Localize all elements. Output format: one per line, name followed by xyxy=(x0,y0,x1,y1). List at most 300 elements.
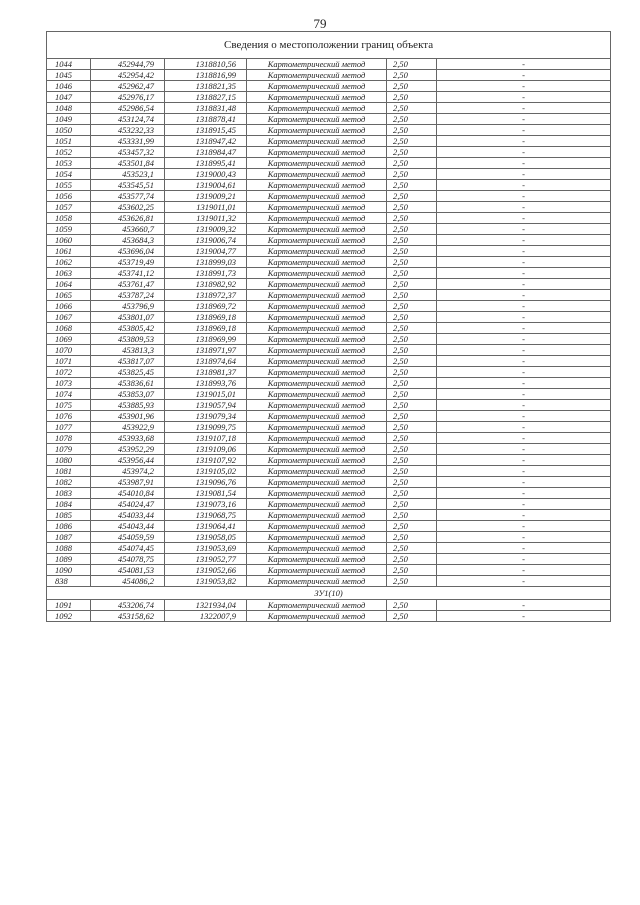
table-row xyxy=(47,125,611,136)
accuracy-cell: 2,50 xyxy=(387,611,437,622)
table-row xyxy=(47,213,611,224)
y-coordinate-cell: 1319068,75 xyxy=(165,510,247,521)
accuracy-cell: 2,50 xyxy=(387,356,437,367)
description-cell: - xyxy=(437,367,611,378)
table-row xyxy=(47,488,611,499)
table-row xyxy=(47,224,611,235)
table-row xyxy=(47,565,611,576)
y-coordinate-cell: 1318993,76 xyxy=(165,378,247,389)
measurement-method-cell: Картометрический метод xyxy=(247,389,387,400)
point-number-cell: 1071 xyxy=(47,356,91,367)
x-coordinate-cell: 454081,53 xyxy=(91,565,165,576)
description-cell: - xyxy=(437,92,611,103)
y-coordinate-cell: 1319105,02 xyxy=(165,466,247,477)
measurement-method-cell: Картометрический метод xyxy=(247,246,387,257)
accuracy-cell: 2,50 xyxy=(387,158,437,169)
measurement-method-cell: Картометрический метод xyxy=(247,400,387,411)
x-coordinate-cell: 453206,74 xyxy=(91,600,165,611)
point-number-cell: 1080 xyxy=(47,455,91,466)
measurement-method-cell: Картометрический метод xyxy=(247,466,387,477)
y-coordinate-cell: 1319081,54 xyxy=(165,488,247,499)
x-coordinate-cell: 454024,47 xyxy=(91,499,165,510)
table-row xyxy=(47,433,611,444)
x-coordinate-cell: 453124,74 xyxy=(91,114,165,125)
y-coordinate-cell: 1318969,18 xyxy=(165,323,247,334)
table-row xyxy=(47,611,611,622)
measurement-method-cell: Картометрический метод xyxy=(247,433,387,444)
x-coordinate-cell: 453885,93 xyxy=(91,400,165,411)
measurement-method-cell: Картометрический метод xyxy=(247,565,387,576)
x-coordinate-cell: 453545,51 xyxy=(91,180,165,191)
point-number-cell: 1091 xyxy=(47,600,91,611)
x-coordinate-cell: 453761,47 xyxy=(91,279,165,290)
y-coordinate-cell: 1319073,16 xyxy=(165,499,247,510)
measurement-method-cell: Картометрический метод xyxy=(247,268,387,279)
y-coordinate-cell: 1319107,18 xyxy=(165,433,247,444)
y-coordinate-cell: 1318969,72 xyxy=(165,301,247,312)
description-cell: - xyxy=(437,466,611,477)
x-coordinate-cell: 452944,79 xyxy=(91,59,165,70)
x-coordinate-cell: 453577,74 xyxy=(91,191,165,202)
x-coordinate-cell: 453684,3 xyxy=(91,235,165,246)
description-cell: - xyxy=(437,499,611,510)
table-row xyxy=(47,334,611,345)
description-cell: - xyxy=(437,323,611,334)
accuracy-cell: 2,50 xyxy=(387,378,437,389)
x-coordinate-cell: 452986,54 xyxy=(91,103,165,114)
accuracy-cell: 2,50 xyxy=(387,224,437,235)
y-coordinate-cell: 1319107,92 xyxy=(165,455,247,466)
description-cell: - xyxy=(437,455,611,466)
y-coordinate-cell: 1318810,56 xyxy=(165,59,247,70)
measurement-method-cell: Картометрический метод xyxy=(247,103,387,114)
table-row xyxy=(47,180,611,191)
x-coordinate-cell: 453922,9 xyxy=(91,422,165,433)
table-row xyxy=(47,202,611,213)
table-row xyxy=(47,477,611,488)
x-coordinate-cell: 453796,9 xyxy=(91,301,165,312)
point-number-cell: 1076 xyxy=(47,411,91,422)
accuracy-cell: 2,50 xyxy=(387,92,437,103)
y-coordinate-cell: 1319004,61 xyxy=(165,180,247,191)
description-cell: - xyxy=(437,554,611,565)
measurement-method-cell: Картометрический метод xyxy=(247,81,387,92)
accuracy-cell: 2,50 xyxy=(387,103,437,114)
description-cell: - xyxy=(437,59,611,70)
table-row xyxy=(47,389,611,400)
point-number-cell: 1044 xyxy=(47,59,91,70)
table-row xyxy=(47,279,611,290)
x-coordinate-cell: 453660,7 xyxy=(91,224,165,235)
x-coordinate-cell: 453813,3 xyxy=(91,345,165,356)
description-cell: - xyxy=(437,510,611,521)
table-title: Сведения о местоположении границ объекта xyxy=(47,32,611,59)
y-coordinate-cell: 1319079,34 xyxy=(165,411,247,422)
point-number-cell: 1045 xyxy=(47,70,91,81)
point-number-cell: 1050 xyxy=(47,125,91,136)
measurement-method-cell: Картометрический метод xyxy=(247,125,387,136)
table-row xyxy=(47,521,611,532)
y-coordinate-cell: 1318831,48 xyxy=(165,103,247,114)
y-coordinate-cell: 1318995,41 xyxy=(165,158,247,169)
table-row xyxy=(47,345,611,356)
y-coordinate-cell: 1319053,69 xyxy=(165,543,247,554)
point-number-cell: 1056 xyxy=(47,191,91,202)
x-coordinate-cell: 453719,49 xyxy=(91,257,165,268)
accuracy-cell: 2,50 xyxy=(387,312,437,323)
description-cell: - xyxy=(437,246,611,257)
accuracy-cell: 2,50 xyxy=(387,180,437,191)
accuracy-cell: 2,50 xyxy=(387,411,437,422)
y-coordinate-cell: 1319099,75 xyxy=(165,422,247,433)
point-number-cell: 1084 xyxy=(47,499,91,510)
description-cell: - xyxy=(437,103,611,114)
y-coordinate-cell: 1318982,92 xyxy=(165,279,247,290)
accuracy-cell: 2,50 xyxy=(387,169,437,180)
accuracy-cell: 2,50 xyxy=(387,521,437,532)
measurement-method-cell: Картометрический метод xyxy=(247,70,387,81)
x-coordinate-cell: 453741,12 xyxy=(91,268,165,279)
point-number-cell: 1088 xyxy=(47,543,91,554)
accuracy-cell: 2,50 xyxy=(387,444,437,455)
accuracy-cell: 2,50 xyxy=(387,499,437,510)
table-row xyxy=(47,59,611,70)
table-row xyxy=(47,444,611,455)
accuracy-cell: 2,50 xyxy=(387,202,437,213)
x-coordinate-cell: 453158,62 xyxy=(91,611,165,622)
point-number-cell: 1087 xyxy=(47,532,91,543)
measurement-method-cell: Картометрический метод xyxy=(247,543,387,554)
y-coordinate-cell: 1319011,32 xyxy=(165,213,247,224)
accuracy-cell: 2,50 xyxy=(387,125,437,136)
x-coordinate-cell: 454059,59 xyxy=(91,532,165,543)
measurement-method-cell: Картометрический метод xyxy=(247,600,387,611)
point-number-cell: 1085 xyxy=(47,510,91,521)
x-coordinate-cell: 453956,44 xyxy=(91,455,165,466)
description-cell: - xyxy=(437,422,611,433)
measurement-method-cell: Картометрический метод xyxy=(247,576,387,587)
table-row xyxy=(47,136,611,147)
accuracy-cell: 2,50 xyxy=(387,81,437,92)
point-number-cell: 1060 xyxy=(47,235,91,246)
table-row xyxy=(47,576,611,587)
measurement-method-cell: Картометрический метод xyxy=(247,345,387,356)
description-cell: - xyxy=(437,268,611,279)
accuracy-cell: 2,50 xyxy=(387,367,437,378)
x-coordinate-cell: 453523,1 xyxy=(91,169,165,180)
measurement-method-cell: Картометрический метод xyxy=(247,611,387,622)
y-coordinate-cell: 1319006,74 xyxy=(165,235,247,246)
point-number-cell: 1051 xyxy=(47,136,91,147)
table-header-row xyxy=(47,32,611,59)
table-row xyxy=(47,103,611,114)
accuracy-cell: 2,50 xyxy=(387,246,437,257)
accuracy-cell: 2,50 xyxy=(387,510,437,521)
measurement-method-cell: Картометрический метод xyxy=(247,191,387,202)
y-coordinate-cell: 1319109,06 xyxy=(165,444,247,455)
point-number-cell: 1062 xyxy=(47,257,91,268)
point-number-cell: 1067 xyxy=(47,312,91,323)
y-coordinate-cell: 1319004,77 xyxy=(165,246,247,257)
description-cell: - xyxy=(437,180,611,191)
measurement-method-cell: Картометрический метод xyxy=(247,202,387,213)
y-coordinate-cell: 1318984,47 xyxy=(165,147,247,158)
point-number-cell: 1048 xyxy=(47,103,91,114)
point-number-cell: 838 xyxy=(47,576,91,587)
description-cell: - xyxy=(437,400,611,411)
measurement-method-cell: Картометрический метод xyxy=(247,59,387,70)
accuracy-cell: 2,50 xyxy=(387,59,437,70)
x-coordinate-cell: 453232,33 xyxy=(91,125,165,136)
description-cell: - xyxy=(437,521,611,532)
x-coordinate-cell: 454010,84 xyxy=(91,488,165,499)
y-coordinate-cell: 1319052,66 xyxy=(165,565,247,576)
measurement-method-cell: Картометрический метод xyxy=(247,455,387,466)
point-number-cell: 1059 xyxy=(47,224,91,235)
y-coordinate-cell: 1319009,32 xyxy=(165,224,247,235)
description-cell: - xyxy=(437,169,611,180)
y-coordinate-cell: 1318969,99 xyxy=(165,334,247,345)
description-cell: - xyxy=(437,158,611,169)
accuracy-cell: 2,50 xyxy=(387,433,437,444)
table-row xyxy=(47,367,611,378)
table-row xyxy=(47,81,611,92)
description-cell: - xyxy=(437,301,611,312)
point-number-cell: 1090 xyxy=(47,565,91,576)
accuracy-cell: 2,50 xyxy=(387,114,437,125)
measurement-method-cell: Картометрический метод xyxy=(247,334,387,345)
section-header-row xyxy=(47,587,611,600)
point-number-cell: 1049 xyxy=(47,114,91,125)
measurement-method-cell: Картометрический метод xyxy=(247,510,387,521)
measurement-method-cell: Картометрический метод xyxy=(247,180,387,191)
accuracy-cell: 2,50 xyxy=(387,334,437,345)
x-coordinate-cell: 453901,96 xyxy=(91,411,165,422)
accuracy-cell: 2,50 xyxy=(387,466,437,477)
y-coordinate-cell: 1319053,82 xyxy=(165,576,247,587)
description-cell: - xyxy=(437,378,611,389)
description-cell: - xyxy=(437,356,611,367)
measurement-method-cell: Картометрический метод xyxy=(247,92,387,103)
accuracy-cell: 2,50 xyxy=(387,488,437,499)
table-row xyxy=(47,290,611,301)
point-number-cell: 1061 xyxy=(47,246,91,257)
y-coordinate-cell: 1318969,18 xyxy=(165,312,247,323)
measurement-method-cell: Картометрический метод xyxy=(247,444,387,455)
accuracy-cell: 2,50 xyxy=(387,565,437,576)
point-number-cell: 1063 xyxy=(47,268,91,279)
table-row xyxy=(47,92,611,103)
x-coordinate-cell: 454078,75 xyxy=(91,554,165,565)
boundary-coordinates-table xyxy=(46,31,611,622)
table-row xyxy=(47,499,611,510)
x-coordinate-cell: 453933,68 xyxy=(91,433,165,444)
y-coordinate-cell: 1319058,05 xyxy=(165,532,247,543)
table-row xyxy=(47,235,611,246)
point-number-cell: 1058 xyxy=(47,213,91,224)
x-coordinate-cell: 453626,81 xyxy=(91,213,165,224)
point-number-cell: 1054 xyxy=(47,169,91,180)
x-coordinate-cell: 453987,91 xyxy=(91,477,165,488)
accuracy-cell: 2,50 xyxy=(387,235,437,246)
measurement-method-cell: Картометрический метод xyxy=(247,532,387,543)
measurement-method-cell: Картометрический метод xyxy=(247,477,387,488)
y-coordinate-cell: 1321934,04 xyxy=(165,600,247,611)
table-row xyxy=(47,422,611,433)
description-cell: - xyxy=(437,312,611,323)
measurement-method-cell: Картометрический метод xyxy=(247,158,387,169)
y-coordinate-cell: 1318878,41 xyxy=(165,114,247,125)
accuracy-cell: 2,50 xyxy=(387,576,437,587)
table-row xyxy=(47,301,611,312)
x-coordinate-cell: 454074,45 xyxy=(91,543,165,554)
accuracy-cell: 2,50 xyxy=(387,477,437,488)
y-coordinate-cell: 1319009,21 xyxy=(165,191,247,202)
accuracy-cell: 2,50 xyxy=(387,70,437,81)
measurement-method-cell: Картометрический метод xyxy=(247,147,387,158)
table-row xyxy=(47,543,611,554)
table-row xyxy=(47,356,611,367)
x-coordinate-cell: 453836,61 xyxy=(91,378,165,389)
measurement-method-cell: Картометрический метод xyxy=(247,136,387,147)
y-coordinate-cell: 1319057,94 xyxy=(165,400,247,411)
description-cell: - xyxy=(437,444,611,455)
table-row xyxy=(47,323,611,334)
description-cell: - xyxy=(437,433,611,444)
description-cell: - xyxy=(437,345,611,356)
point-number-cell: 1072 xyxy=(47,367,91,378)
measurement-method-cell: Картометрический метод xyxy=(247,488,387,499)
point-number-cell: 1065 xyxy=(47,290,91,301)
point-number-cell: 1070 xyxy=(47,345,91,356)
measurement-method-cell: Картометрический метод xyxy=(247,224,387,235)
x-coordinate-cell: 453787,24 xyxy=(91,290,165,301)
description-cell: - xyxy=(437,257,611,268)
point-number-cell: 1064 xyxy=(47,279,91,290)
y-coordinate-cell: 1318981,37 xyxy=(165,367,247,378)
section-title: ЗУ1(10) xyxy=(47,587,611,600)
x-coordinate-cell: 453805,42 xyxy=(91,323,165,334)
description-cell: - xyxy=(437,213,611,224)
point-number-cell: 1052 xyxy=(47,147,91,158)
y-coordinate-cell: 1319011,01 xyxy=(165,202,247,213)
table-row xyxy=(47,411,611,422)
table-row xyxy=(47,510,611,521)
x-coordinate-cell: 454033,44 xyxy=(91,510,165,521)
x-coordinate-cell: 453696,04 xyxy=(91,246,165,257)
table-row xyxy=(47,158,611,169)
description-cell: - xyxy=(437,611,611,622)
point-number-cell: 1066 xyxy=(47,301,91,312)
y-coordinate-cell: 1319000,43 xyxy=(165,169,247,180)
table-row xyxy=(47,466,611,477)
accuracy-cell: 2,50 xyxy=(387,422,437,433)
x-coordinate-cell: 453331,99 xyxy=(91,136,165,147)
x-coordinate-cell: 454086,2 xyxy=(91,576,165,587)
measurement-method-cell: Картометрический метод xyxy=(247,301,387,312)
x-coordinate-cell: 453817,07 xyxy=(91,356,165,367)
x-coordinate-cell: 452962,47 xyxy=(91,81,165,92)
table-row xyxy=(47,191,611,202)
table-row xyxy=(47,400,611,411)
point-number-cell: 1092 xyxy=(47,611,91,622)
accuracy-cell: 2,50 xyxy=(387,213,437,224)
point-number-cell: 1068 xyxy=(47,323,91,334)
accuracy-cell: 2,50 xyxy=(387,455,437,466)
accuracy-cell: 2,50 xyxy=(387,279,437,290)
y-coordinate-cell: 1318947,42 xyxy=(165,136,247,147)
accuracy-cell: 2,50 xyxy=(387,257,437,268)
point-number-cell: 1086 xyxy=(47,521,91,532)
table-row xyxy=(47,246,611,257)
point-number-cell: 1073 xyxy=(47,378,91,389)
measurement-method-cell: Картометрический метод xyxy=(247,257,387,268)
y-coordinate-cell: 1318971,97 xyxy=(165,345,247,356)
description-cell: - xyxy=(437,565,611,576)
description-cell: - xyxy=(437,224,611,235)
description-cell: - xyxy=(437,576,611,587)
description-cell: - xyxy=(437,600,611,611)
description-cell: - xyxy=(437,389,611,400)
description-cell: - xyxy=(437,334,611,345)
x-coordinate-cell: 454043,44 xyxy=(91,521,165,532)
description-cell: - xyxy=(437,125,611,136)
accuracy-cell: 2,50 xyxy=(387,323,437,334)
x-coordinate-cell: 453952,29 xyxy=(91,444,165,455)
measurement-method-cell: Картометрический метод xyxy=(247,554,387,565)
x-coordinate-cell: 453457,32 xyxy=(91,147,165,158)
description-cell: - xyxy=(437,235,611,246)
table-row xyxy=(47,455,611,466)
measurement-method-cell: Картометрический метод xyxy=(247,114,387,125)
accuracy-cell: 2,50 xyxy=(387,268,437,279)
table-row xyxy=(47,169,611,180)
measurement-method-cell: Картометрический метод xyxy=(247,235,387,246)
point-number-cell: 1078 xyxy=(47,433,91,444)
description-cell: - xyxy=(437,279,611,290)
point-number-cell: 1075 xyxy=(47,400,91,411)
description-cell: - xyxy=(437,70,611,81)
accuracy-cell: 2,50 xyxy=(387,554,437,565)
accuracy-cell: 2,50 xyxy=(387,389,437,400)
table-row xyxy=(47,312,611,323)
page-number: 79 xyxy=(313,16,327,31)
table-row xyxy=(47,268,611,279)
y-coordinate-cell: 1318827,15 xyxy=(165,92,247,103)
measurement-method-cell: Картометрический метод xyxy=(247,422,387,433)
description-cell: - xyxy=(437,411,611,422)
accuracy-cell: 2,50 xyxy=(387,532,437,543)
accuracy-cell: 2,50 xyxy=(387,147,437,158)
accuracy-cell: 2,50 xyxy=(387,136,437,147)
measurement-method-cell: Картометрический метод xyxy=(247,290,387,301)
y-coordinate-cell: 1319052,77 xyxy=(165,554,247,565)
y-coordinate-cell: 1319096,76 xyxy=(165,477,247,488)
description-cell: - xyxy=(437,488,611,499)
y-coordinate-cell: 1318816,99 xyxy=(165,70,247,81)
description-cell: - xyxy=(437,532,611,543)
point-number-cell: 1057 xyxy=(47,202,91,213)
description-cell: - xyxy=(437,136,611,147)
measurement-method-cell: Картометрический метод xyxy=(247,323,387,334)
table-row xyxy=(47,554,611,565)
point-number-cell: 1074 xyxy=(47,389,91,400)
x-coordinate-cell: 453602,25 xyxy=(91,202,165,213)
table-row xyxy=(47,147,611,158)
point-number-cell: 1046 xyxy=(47,81,91,92)
y-coordinate-cell: 1318821,35 xyxy=(165,81,247,92)
y-coordinate-cell: 1318972,37 xyxy=(165,290,247,301)
